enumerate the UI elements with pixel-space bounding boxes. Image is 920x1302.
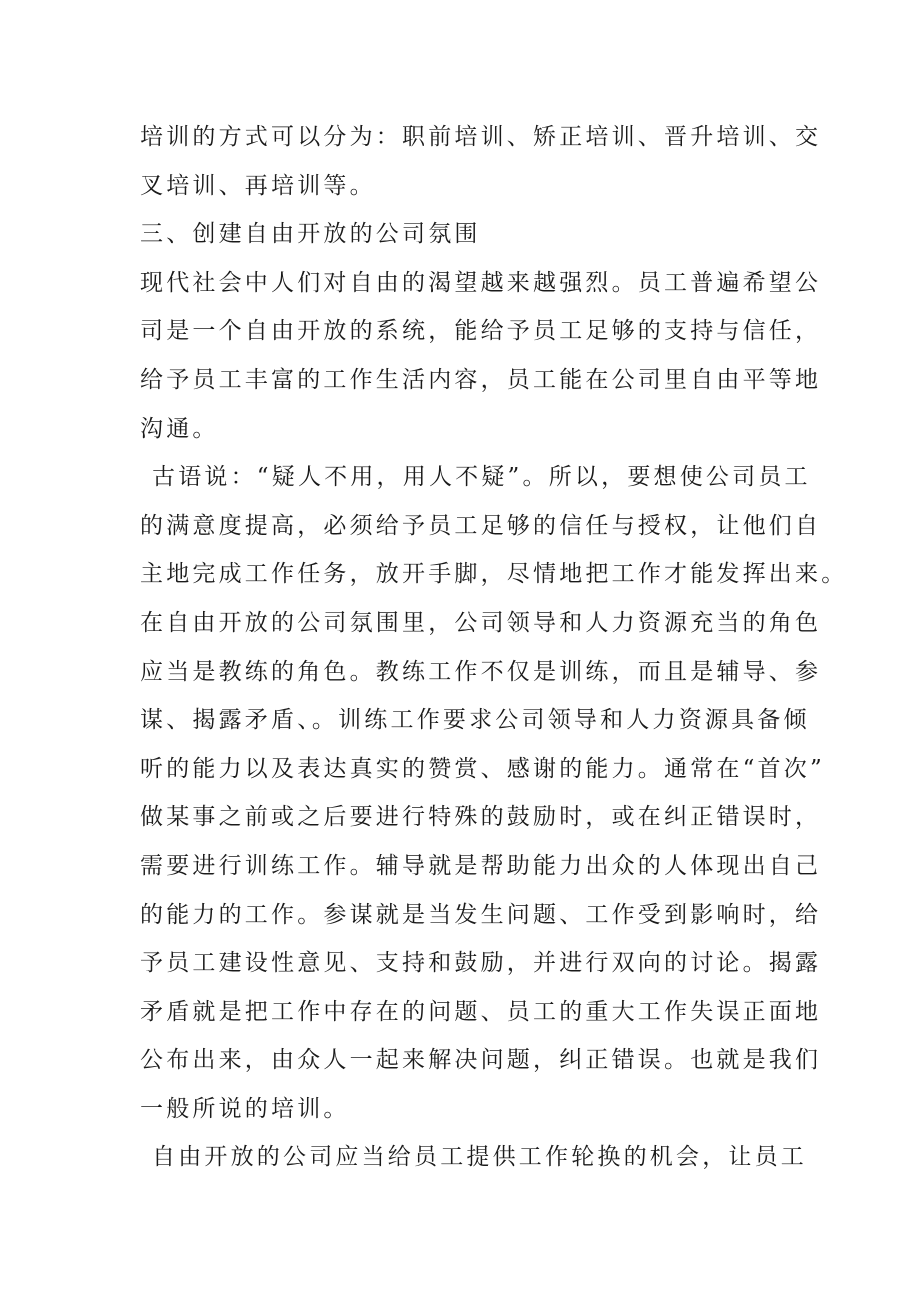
text-line: 听的能力以及表达真实的赞赏、感谢的能力。通常在“首次” — [140, 755, 825, 782]
text-line: 的能力的工作。参谋就是当发生问题、工作受到影响时，给 — [140, 901, 822, 928]
text-line: 给予员工丰富的工作生活内容，员工能在公司里自由平等地 — [140, 366, 822, 393]
text-line: 做某事之前或之后要进行特殊的鼓励时，或在纠正错误时， — [140, 804, 822, 831]
text-line: 现代社会中人们对自由的渴望越来越强烈。员工普遍希望公 — [140, 269, 822, 296]
text-line: 在自由开放的公司氛围里，公司领导和人力资源充当的角色 — [140, 609, 822, 636]
document-body — [140, 113, 848, 1182]
text-line: 主地完成工作任务，放开手脚，尽情地把工作才能发挥出来。 — [140, 561, 848, 588]
text-line: 需要进行训练工作。辅导就是帮助能力出众的人体现出自己 — [140, 852, 822, 879]
text-line: 培训的方式可以分为：职前培训、矫正培训、晋升培训、交 — [140, 124, 822, 150]
section-heading: 三、创建自由开放的公司氛围 — [140, 221, 481, 248]
text-line: 沟通。 — [140, 415, 219, 442]
text-line: 古语说：“疑人不用，用人不疑”。所以，要想使公司员工 — [152, 464, 811, 491]
text-line: 自由开放的公司应当给员工提供工作轮换的机会，让员工 — [152, 1144, 807, 1171]
text-line: 予员工建设性意见、支持和鼓励，并进行双向的讨论。揭露 — [140, 950, 822, 977]
text-line: 司是一个自由开放的系统，能给予员工足够的支持与信任， — [140, 318, 822, 345]
text-line: 的满意度提高，必须给予员工足够的信任与授权，让他们自 — [140, 512, 822, 539]
text-line: 矛盾就是把工作中存在的问题、员工的重大工作失误正面地 — [140, 998, 822, 1025]
text-line: 公布出来，由众人一起来解决问题，纠正错误。也就是我们 — [140, 1047, 822, 1074]
text-line: 应当是教练的角色。教练工作不仅是训练，而且是辅导、参 — [140, 658, 822, 685]
text-line: 谋、揭露矛盾、。训练工作要求公司领导和人力资源具备倾 — [140, 707, 810, 734]
text-line: 一般所说的培训。 — [140, 1095, 350, 1122]
text-line: 叉培训、再培训等。 — [140, 172, 376, 199]
